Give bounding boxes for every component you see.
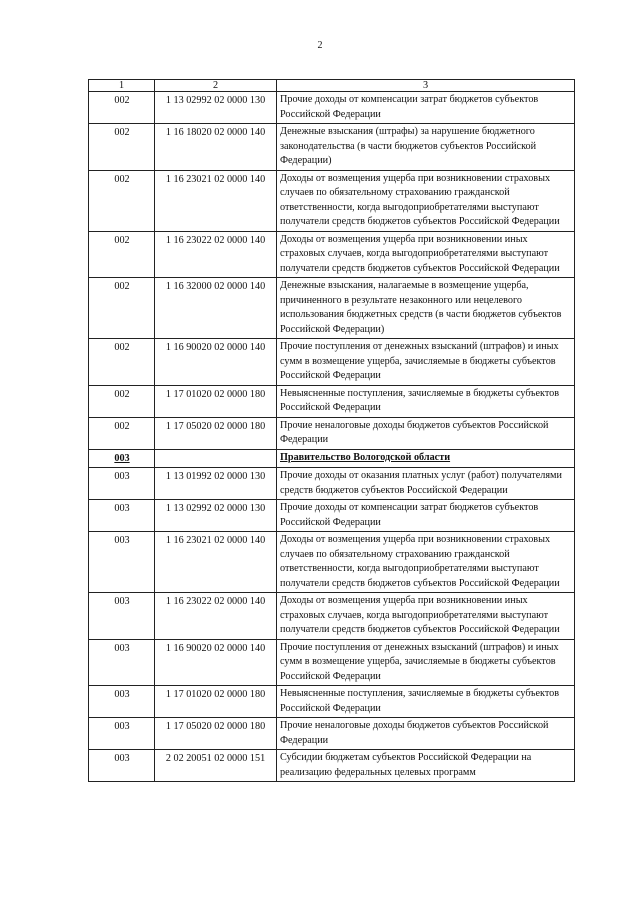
table-row	[89, 593, 575, 640]
admin-code-cell: 002	[89, 92, 155, 124]
admin-code-cell: 003	[89, 449, 155, 468]
table-header-row	[89, 80, 575, 92]
revenue-code-cell: 1 17 05020 02 0000 180	[155, 718, 277, 750]
revenue-name-cell: Прочие доходы от компенсации затрат бюджетов субъектов Российской Федерации	[277, 92, 575, 124]
revenue-code-cell: 1 13 02992 02 0000 130	[155, 92, 277, 124]
table-body	[89, 92, 575, 782]
section-row	[89, 449, 575, 468]
page-number: 2	[317, 40, 323, 51]
table-row	[89, 718, 575, 750]
table-row	[89, 532, 575, 593]
revenue-name-cell: Прочие доходы от компенсации затрат бюджетов субъектов Российской Федерации	[277, 500, 575, 532]
revenue-code-cell: 1 16 23022 02 0000 140	[155, 231, 277, 278]
table-row	[89, 417, 575, 449]
header-col-2: 2	[155, 80, 277, 92]
revenue-name-cell: Прочие неналоговые доходы бюджетов субъектов Российской Федерации	[277, 718, 575, 750]
table-row	[89, 500, 575, 532]
revenue-name-cell: Невыясненные поступления, зачисляемые в бюджеты субъектов Российской Федерации	[277, 686, 575, 718]
revenue-name-cell: Доходы от возмещения ущерба при возникновении иных страховых случаев, когда выгодоприобретателями выступают получатели средств бюджетов субъектов Российской Федерации	[277, 593, 575, 640]
revenue-code-cell: 1 16 23021 02 0000 140	[155, 170, 277, 231]
admin-code-cell: 003	[89, 686, 155, 718]
table-row	[89, 686, 575, 718]
table-row	[89, 231, 575, 278]
table-row	[89, 124, 575, 171]
revenue-code-cell: 2 02 20051 02 0000 151	[155, 750, 277, 782]
table-row	[89, 750, 575, 782]
revenue-name-cell: Денежные взыскания (штрафы) за нарушение бюджетного законодательства (в части бюджетов субъектов Российской Федерации)	[277, 124, 575, 171]
admin-code-cell: 003	[89, 500, 155, 532]
revenue-name-cell: Невыясненные поступления, зачисляемые в бюджеты субъектов Российской Федерации	[277, 385, 575, 417]
revenue-name-cell: Доходы от возмещения ущерба при возникновении страховых случаев по обязательному страхованию гражданской ответственности, когда выгодоприобретателями выступают получатели средств бюджетов субъектов Российской Федерации	[277, 170, 575, 231]
admin-code-cell: 003	[89, 532, 155, 593]
revenue-name-cell: Прочие неналоговые доходы бюджетов субъектов Российской Федерации	[277, 417, 575, 449]
admin-code-cell: 002	[89, 170, 155, 231]
revenue-code-cell: 1 17 01020 02 0000 180	[155, 686, 277, 718]
admin-code-cell: 002	[89, 417, 155, 449]
revenue-name-cell: Субсидии бюджетам субъектов Российской Федерации на реализацию федеральных целевых программ	[277, 750, 575, 782]
admin-code-cell: 002	[89, 231, 155, 278]
revenue-name-cell: Правительство Вологодской области	[277, 449, 575, 468]
admin-code-cell: 002	[89, 278, 155, 339]
admin-code-cell: 002	[89, 385, 155, 417]
admin-code-cell: 003	[89, 750, 155, 782]
admin-code-cell: 002	[89, 339, 155, 386]
revenue-code-cell: 1 16 18020 02 0000 140	[155, 124, 277, 171]
table-row	[89, 170, 575, 231]
revenue-name-cell: Доходы от возмещения ущерба при возникновении иных страховых случаев, когда выгодоприобретателями выступают получатели средств бюджетов субъектов Российской Федерации	[277, 231, 575, 278]
revenue-code-cell: 1 16 90020 02 0000 140	[155, 639, 277, 686]
revenue-name-cell: Денежные взыскания, налагаемые в возмещение ущерба, причиненного в результате незаконного или нецелевого использования бюджетных средств (в части бюджетов субъектов Российской Федерации)	[277, 278, 575, 339]
table-row	[89, 639, 575, 686]
revenue-name-cell: Прочие доходы от оказания платных услуг (работ) получателями средств бюджетов субъектов Российской Федерации	[277, 468, 575, 500]
table-row	[89, 278, 575, 339]
revenue-codes-table	[88, 79, 575, 782]
admin-code-cell: 003	[89, 593, 155, 640]
revenue-name-cell: Прочие поступления от денежных взысканий (штрафов) и иных сумм в возмещение ущерба, зачисляемые в бюджеты субъектов Российской Федерации	[277, 639, 575, 686]
admin-code-cell: 002	[89, 124, 155, 171]
header-col-3: 3	[277, 80, 575, 92]
revenue-name-cell: Прочие поступления от денежных взысканий (штрафов) и иных сумм в возмещение ущерба, зачисляемые в бюджеты субъектов Российской Федерации	[277, 339, 575, 386]
revenue-code-cell	[155, 449, 277, 468]
table-row	[89, 385, 575, 417]
revenue-code-cell: 1 13 01992 02 0000 130	[155, 468, 277, 500]
table-row	[89, 339, 575, 386]
revenue-code-cell: 1 16 32000 02 0000 140	[155, 278, 277, 339]
revenue-code-cell: 1 16 90020 02 0000 140	[155, 339, 277, 386]
revenue-code-cell: 1 17 05020 02 0000 180	[155, 417, 277, 449]
admin-code-cell: 003	[89, 639, 155, 686]
revenue-code-cell: 1 17 01020 02 0000 180	[155, 385, 277, 417]
revenue-code-cell: 1 16 23021 02 0000 140	[155, 532, 277, 593]
revenue-codes-table-wrap	[88, 79, 574, 782]
header-col-1: 1	[89, 80, 155, 92]
table-row	[89, 468, 575, 500]
table-row	[89, 92, 575, 124]
admin-code-cell: 003	[89, 718, 155, 750]
revenue-name-cell: Доходы от возмещения ущерба при возникновении страховых случаев по обязательному страхованию гражданской ответственности, когда выгодоприобретателями выступают получатели средств бюджетов субъектов Российской Федерации	[277, 532, 575, 593]
revenue-code-cell: 1 13 02992 02 0000 130	[155, 500, 277, 532]
revenue-code-cell: 1 16 23022 02 0000 140	[155, 593, 277, 640]
admin-code-cell: 003	[89, 468, 155, 500]
